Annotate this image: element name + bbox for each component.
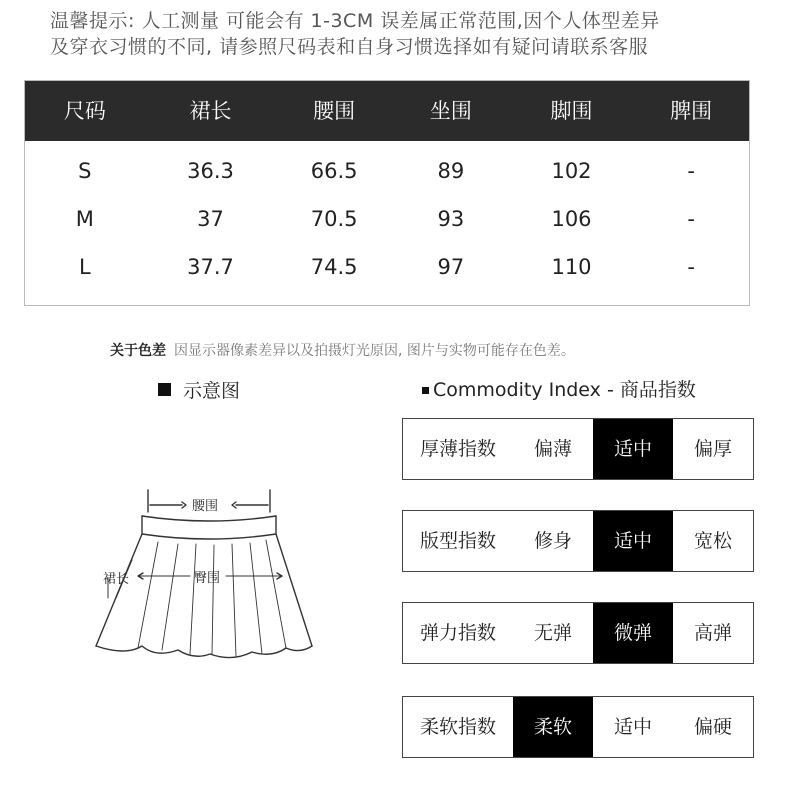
index-option-selected: 适中	[593, 511, 673, 571]
size-chart-header	[25, 81, 749, 141]
index-option: 宽松	[693, 530, 732, 552]
notice-line-1: 温馨提示: 人工测量 可能会有 1-3CM 误差属正常范围,因个人体型差异	[50, 10, 660, 32]
table-row	[25, 243, 749, 291]
index-option: 偏厚	[693, 438, 732, 460]
cell-thigh: -	[687, 255, 695, 279]
cell-thigh: -	[687, 159, 695, 183]
index-label: 厚薄指数	[419, 438, 496, 460]
header-seat: 坐围	[429, 99, 472, 123]
index-option-selected: 柔软	[513, 697, 593, 757]
color-note-lead: 关于色差	[110, 343, 166, 359]
fit-index-row	[402, 510, 754, 572]
cell-size: L	[78, 255, 91, 279]
notice-line-2: 及穿衣习惯的不同, 请参照尺码表和自身习惯选择如有疑问请联系客服	[50, 36, 649, 58]
index-option: 偏硬	[693, 716, 732, 738]
commodity-index-title-text: Commodity Index - 商品指数	[433, 379, 696, 401]
square-bullet-icon	[422, 387, 429, 394]
header-waist: 腰围	[313, 99, 356, 123]
softness-index-row	[402, 696, 754, 758]
index-label: 弹力指数	[419, 622, 496, 644]
header-size: 尺码	[63, 99, 106, 123]
size-chart-table	[24, 80, 750, 306]
cell-hem: 106	[551, 207, 592, 231]
diagram-title-text: 示意图	[183, 380, 241, 402]
waist-label: 腰围	[192, 499, 219, 514]
cell-skirt-length: 37.7	[187, 255, 234, 279]
measurement-notice	[50, 8, 770, 60]
index-option: 偏薄	[533, 438, 572, 460]
thickness-index-row	[402, 418, 754, 480]
cell-hem: 110	[551, 255, 592, 279]
cell-seat: 89	[437, 159, 465, 183]
color-difference-note	[110, 340, 575, 360]
diagram-title	[158, 376, 240, 403]
cell-waist: 66.5	[310, 159, 358, 183]
length-label: 裙长	[103, 572, 130, 587]
table-row	[25, 147, 749, 195]
index-option: 修身	[533, 530, 572, 552]
index-label: 柔软指数	[419, 716, 496, 738]
index-option-selected: 微弹	[593, 603, 673, 663]
header-hem: 脚围	[550, 99, 593, 123]
cell-skirt-length: 37	[197, 207, 224, 231]
header-skirt-length: 裙长	[189, 99, 232, 123]
hip-label: 臀围	[194, 571, 221, 586]
elasticity-index-row	[402, 602, 754, 664]
cell-skirt-length: 36.3	[187, 159, 234, 183]
index-label: 版型指数	[419, 530, 496, 552]
cell-hem: 102	[551, 159, 592, 183]
skirt-diagram	[86, 478, 326, 678]
square-bullet-icon	[158, 383, 171, 396]
cell-size: M	[75, 207, 94, 231]
index-option: 适中	[613, 716, 652, 738]
header-thigh: 脾围	[670, 99, 713, 123]
index-option: 无弹	[533, 622, 572, 644]
cell-seat: 97	[437, 255, 465, 279]
cell-waist: 74.5	[310, 255, 358, 279]
commodity-index-title	[422, 375, 696, 402]
index-option-selected: 适中	[593, 419, 673, 479]
cell-thigh: -	[687, 207, 695, 231]
index-option: 高弹	[693, 622, 732, 644]
cell-seat: 93	[437, 207, 465, 231]
cell-waist: 70.5	[310, 207, 358, 231]
cell-size: S	[78, 159, 92, 183]
table-row	[25, 195, 749, 243]
color-note-text: 因显示器像素差异以及拍摄灯光原因, 图片与实物可能存在色差。	[174, 343, 575, 359]
